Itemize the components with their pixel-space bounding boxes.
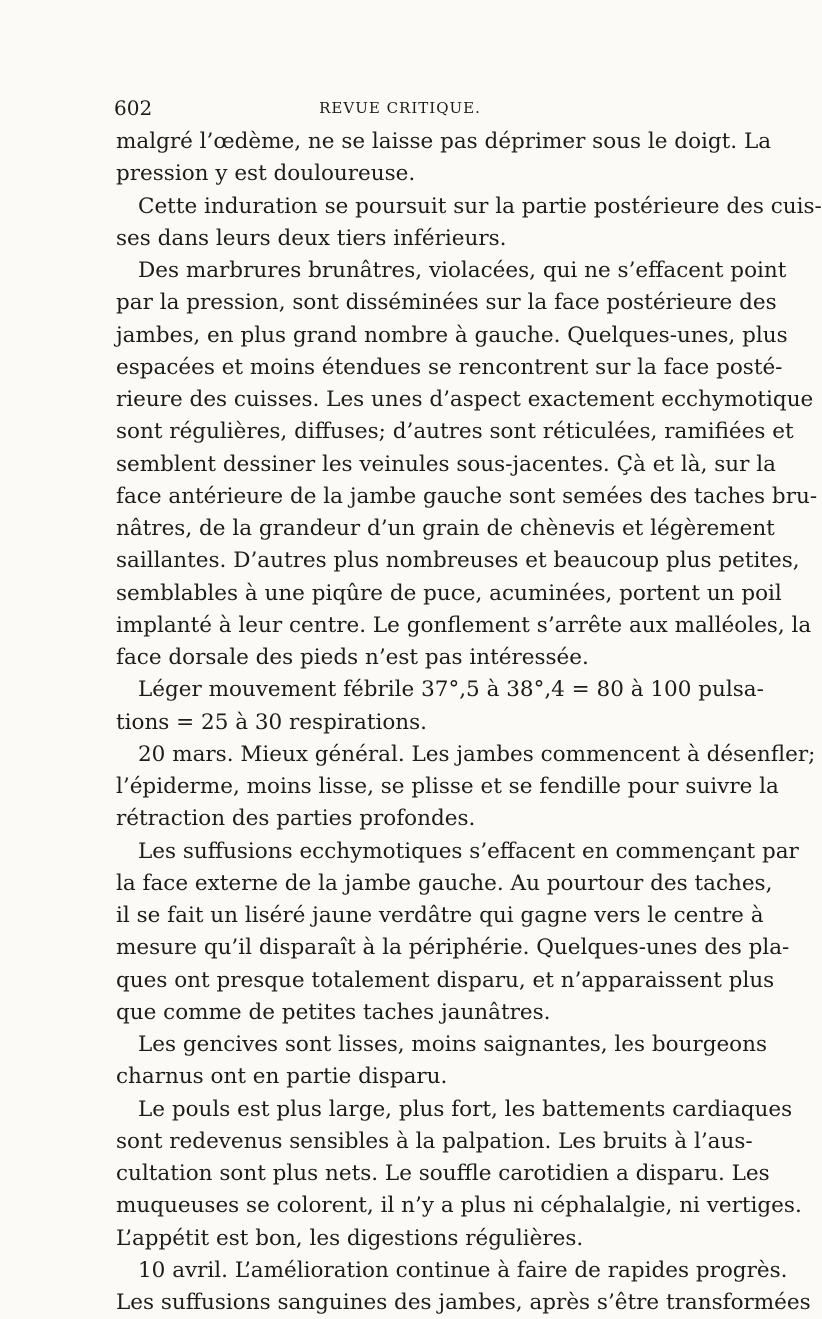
text-line: ques ont presque totalement disparu, et n’apparaissent plus — [116, 967, 775, 993]
text-line: charnus ont en partie disparu. — [116, 1064, 448, 1090]
text-line: saillantes. D’autres plus nombreuses et beaucoup plus petites, — [116, 548, 800, 574]
text-line: Des marbrures brunâtres, violacées, qui ne s’effacent point — [138, 258, 787, 283]
text-line: pression y est douloureuse. — [116, 161, 416, 187]
text-line: tions = 25 à 30 respirations. — [116, 709, 428, 735]
text-line: il se fait un liséré jaune verdâtre qui gagne vers le centre à — [116, 903, 764, 928]
text-line: ses dans leurs deux tiers inférieurs. — [116, 225, 507, 251]
text-line: Les suffusions sanguines des jambes, après s’être transformées — [116, 1290, 811, 1315]
text-line: l’épiderme, moins lisse, se plisse et se fendille pour suivre la — [116, 774, 779, 799]
page-number: 602 — [114, 96, 153, 120]
body-text — [116, 126, 822, 1319]
text-line: par la pression, sont disséminées sur la face postérieure des — [116, 290, 777, 316]
page-header — [0, 96, 800, 120]
text-line: semblables à une piqûre de puce, acuminées, portent un poil — [116, 580, 782, 606]
text-line: mesure qu’il disparaît à la périphérie. Quelques-unes des pla- — [116, 935, 790, 961]
text-line: 10 avril. L’amélioration continue à faire de rapides progrès. — [138, 1257, 788, 1283]
text-line: implanté à leur centre. Le gonflement s’arrête aux malléoles, la — [116, 612, 812, 638]
text-line: rétraction des parties profondes. — [116, 806, 476, 832]
text-line: 20 mars. Mieux général. Les jambes commencent à désenfler; — [138, 741, 816, 767]
text-line: face antérieure de la jambe gauche sont semées des taches bru- — [116, 483, 818, 509]
text-line: muqueuses se colorent, il n’y a plus ni céphalalgie, ni vertiges. — [116, 1193, 802, 1219]
running-title: REVUE CRITIQUE. — [319, 99, 481, 117]
text-line: face dorsale des pieds n’est pas intéressée. — [116, 645, 589, 670]
text-line: malgré l’œdème, ne se laisse pas déprimer sous le doigt. La — [116, 129, 772, 154]
text-line: sont régulières, diffuses; d’autres sont réticulées, ramifiées et — [116, 419, 794, 445]
text-line: sont redevenus sensibles à la palpation. Les bruits à l’aus- — [116, 1128, 753, 1154]
text-line: la face externe de la jambe gauche. Au pourtour des taches, — [116, 870, 773, 896]
text-line: nâtres, de la grandeur d’un grain de chènevis et légèrement — [116, 516, 775, 541]
text-line: semblent dessiner les veinules sous-jacentes. Çà et là, sur la — [116, 451, 776, 477]
text-line: espacées et moins étendues se rencontrent sur la face posté- — [116, 354, 783, 380]
text-line: Léger mouvement fébrile 37°,5 à 38°,4 = 80 à 100 pulsa- — [138, 677, 764, 703]
text-line: Le pouls est plus large, plus fort, les battements cardiaques — [138, 1096, 793, 1122]
text-line: Les suffusions ecchymotiques s’effacent en commençant par — [138, 838, 799, 864]
text-line: Cette induration se poursuit sur la partie postérieure des cuis- — [138, 193, 822, 219]
text-line: L’appétit est bon, les digestions régulières. — [116, 1225, 584, 1251]
text-line: que comme de petites taches jaunâtres. — [116, 999, 551, 1025]
text-line: cultation sont plus nets. Le souffle carotidien a disparu. Les — [116, 1161, 770, 1186]
text-line: Les gencives sont lisses, moins saignantes, les bourgeons — [138, 1032, 768, 1057]
text-line: jambes, en plus grand nombre à gauche. Quelques-unes, plus — [116, 322, 788, 348]
text-line: rieure des cuisses. Les unes d’aspect exactement ecchymotique — [116, 387, 814, 412]
